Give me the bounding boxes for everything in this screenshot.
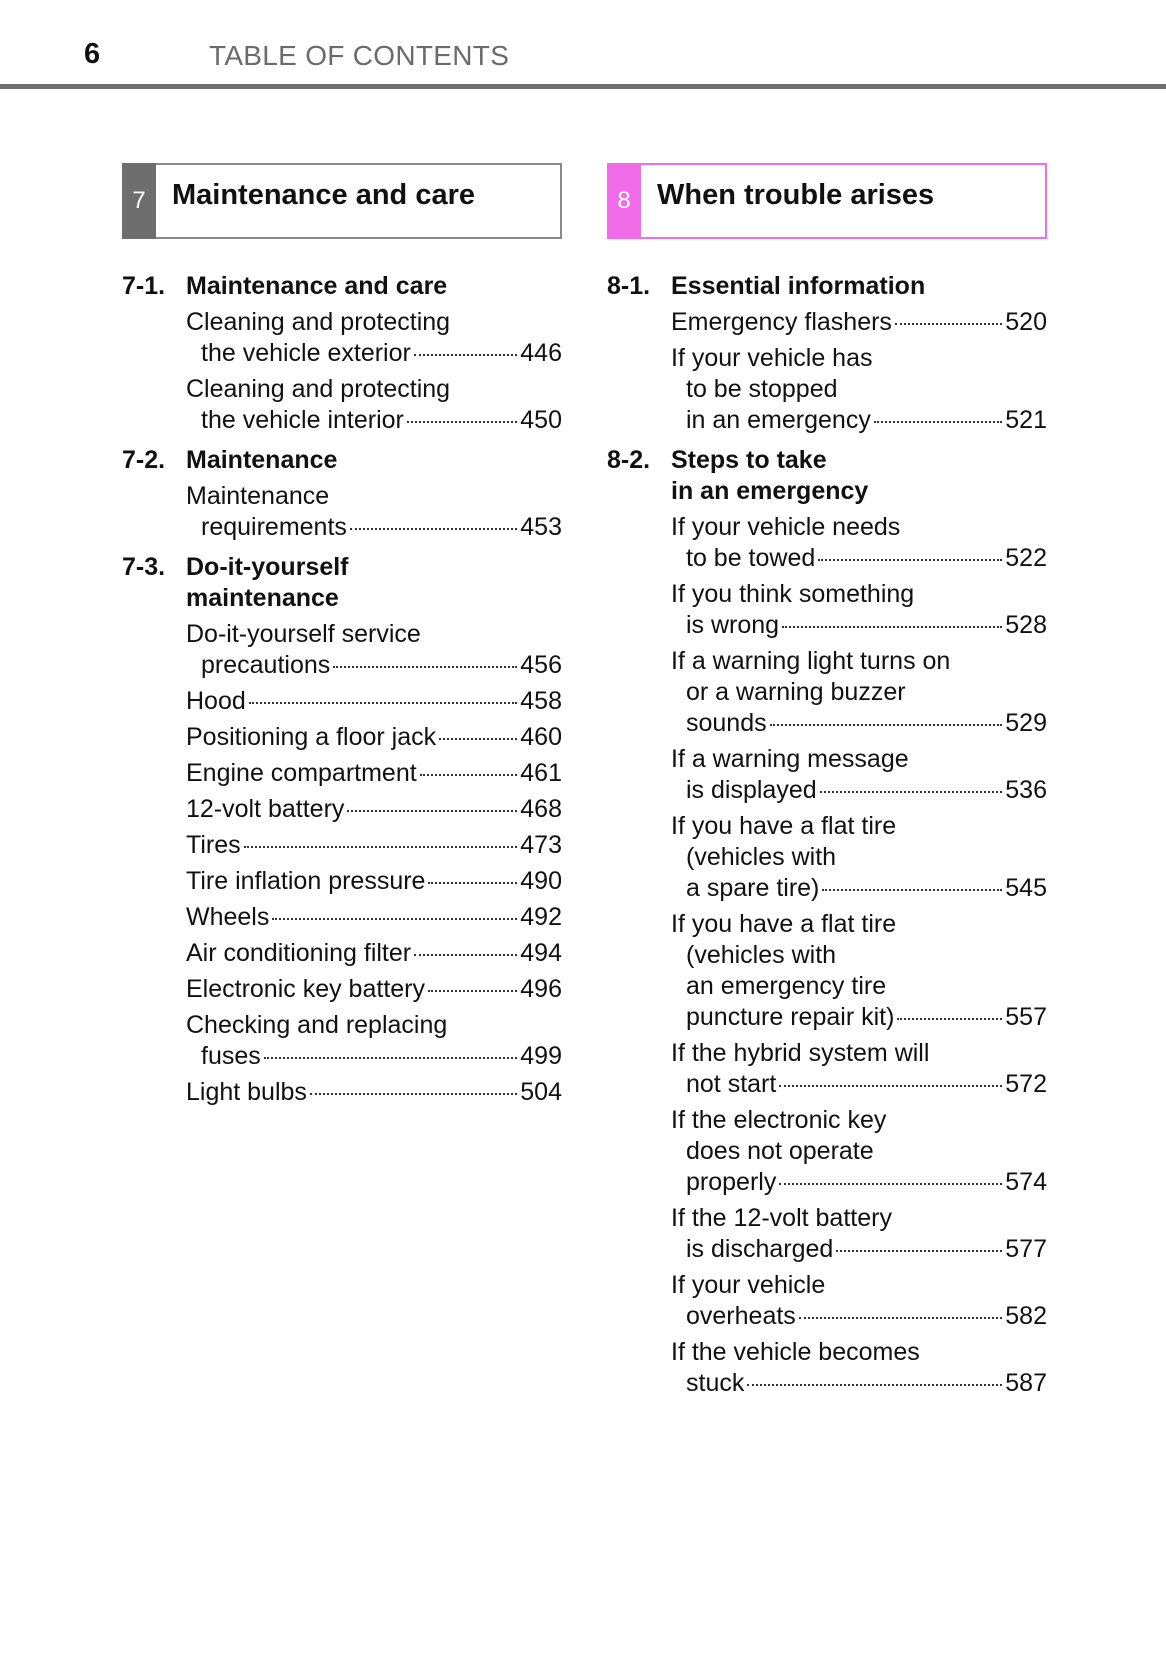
entry-text: an emergency tire xyxy=(686,972,887,1000)
page-number-ref[interactable]: 450 xyxy=(520,406,562,434)
dot-leader xyxy=(310,1093,517,1095)
chapter-number-tab: 7 xyxy=(122,163,156,239)
entry-text: puncture repair kit) xyxy=(686,1003,895,1031)
entry-text: is wrong xyxy=(686,611,780,639)
toc-entry[interactable] xyxy=(186,686,562,717)
page-number-ref[interactable]: 453 xyxy=(520,513,562,541)
dot-leader xyxy=(347,810,517,812)
entry-text: Maintenance xyxy=(186,482,330,510)
entry-text: sounds xyxy=(686,709,767,737)
toc-entry[interactable] xyxy=(671,343,1047,436)
entry-row xyxy=(671,775,1047,806)
section-title: Maintenance and care xyxy=(186,272,448,300)
entry-text: Emergency flashers xyxy=(671,308,892,336)
entry-text: Wheels xyxy=(186,903,270,931)
section-number: 8-2. xyxy=(607,446,651,474)
entry-row xyxy=(671,543,1047,574)
dot-leader xyxy=(897,1018,1002,1020)
dot-leader xyxy=(333,666,517,668)
entry-text: 12-volt battery xyxy=(186,795,345,823)
page-number-ref[interactable]: 520 xyxy=(1005,308,1047,336)
entry-row xyxy=(671,405,1047,436)
toc-entry[interactable] xyxy=(186,619,562,681)
toc-entry[interactable] xyxy=(671,579,1047,641)
page-number-ref[interactable]: 446 xyxy=(520,339,562,367)
page-number-ref[interactable]: 521 xyxy=(1005,406,1047,434)
toc-entry[interactable] xyxy=(186,481,562,543)
dot-leader xyxy=(439,738,517,740)
section-title: Do-it-yourself maintenance xyxy=(186,553,349,612)
chapter-title: Maintenance and care xyxy=(172,179,475,211)
section-number: 7-2. xyxy=(122,446,166,474)
toc-entry[interactable] xyxy=(186,1010,562,1072)
dot-leader xyxy=(779,1183,1002,1185)
page-number-ref[interactable]: 529 xyxy=(1005,709,1047,737)
entry-text: If your vehicle needs xyxy=(671,513,901,541)
section-number: 8-1. xyxy=(607,272,651,300)
page-number-ref[interactable]: 574 xyxy=(1005,1168,1047,1196)
page-number-ref[interactable]: 557 xyxy=(1005,1003,1047,1031)
toc-entry[interactable] xyxy=(671,307,1047,338)
entry-text: properly xyxy=(686,1168,777,1196)
page-number-ref[interactable]: 460 xyxy=(520,723,562,751)
dot-leader xyxy=(264,1057,518,1059)
toc-section[interactable] xyxy=(122,271,562,302)
dot-leader xyxy=(747,1384,1002,1386)
page-number-ref[interactable]: 504 xyxy=(520,1078,562,1106)
entry-row xyxy=(186,866,562,897)
entry-text: Positioning a floor jack xyxy=(186,723,437,751)
toc-entry[interactable] xyxy=(186,830,562,861)
dot-leader xyxy=(874,421,1002,423)
entry-row xyxy=(671,1002,1047,1033)
entry-text: If you have a flat tire xyxy=(671,910,897,938)
entry-text: If you think something xyxy=(671,580,915,608)
entry-text: fuses xyxy=(201,1042,261,1070)
entry-text: Light bulbs xyxy=(186,1078,307,1106)
entry-row xyxy=(671,873,1047,904)
entry-row xyxy=(671,1167,1047,1198)
toc-entry[interactable] xyxy=(671,744,1047,806)
entry-text: the vehicle exterior xyxy=(201,339,411,367)
page-number-ref[interactable]: 468 xyxy=(520,795,562,823)
section-number: 7-3. xyxy=(122,553,166,581)
entry-row xyxy=(186,686,562,717)
toc-section[interactable] xyxy=(607,445,1047,507)
page-number-ref[interactable]: 577 xyxy=(1005,1235,1047,1263)
page-number: 6 xyxy=(84,38,101,70)
page-number-ref[interactable]: 522 xyxy=(1005,544,1047,572)
dot-leader xyxy=(428,990,517,992)
page-header xyxy=(0,0,1166,90)
page-number-ref[interactable]: 536 xyxy=(1005,776,1047,804)
toc-section[interactable] xyxy=(122,552,562,614)
toc-entry[interactable] xyxy=(186,866,562,897)
entry-row xyxy=(186,1041,562,1072)
entry-text: If the electronic key xyxy=(671,1106,887,1134)
entry-text: Tire inflation pressure xyxy=(186,867,426,895)
dot-leader xyxy=(782,626,1002,628)
dot-leader xyxy=(895,323,1002,325)
toc-entry[interactable] xyxy=(671,1270,1047,1332)
chapter-heading[interactable] xyxy=(122,163,562,239)
entry-text: to be towed xyxy=(686,544,816,572)
entry-row xyxy=(186,794,562,825)
entry-text: the vehicle interior xyxy=(201,406,404,434)
entry-text: (vehicles with xyxy=(686,843,837,871)
entry-text: Cleaning and protecting xyxy=(186,308,451,336)
entry-row xyxy=(186,1077,562,1108)
page-number-ref[interactable]: 496 xyxy=(520,975,562,1003)
entry-text: (vehicles with xyxy=(686,941,837,969)
entry-text: If your vehicle has xyxy=(671,344,873,372)
entry-row xyxy=(671,1069,1047,1100)
section-title: Maintenance xyxy=(186,446,338,474)
toc-entry[interactable] xyxy=(186,974,562,1005)
page-number-ref[interactable]: 494 xyxy=(520,939,562,967)
entry-row xyxy=(186,650,562,681)
page-number-ref[interactable]: 461 xyxy=(520,759,562,787)
entry-text: in an emergency xyxy=(686,406,871,434)
toc-list xyxy=(122,271,562,1108)
toc-entry[interactable] xyxy=(671,1105,1047,1198)
dot-leader xyxy=(272,918,517,920)
toc-entry[interactable] xyxy=(671,1203,1047,1265)
dot-leader xyxy=(818,559,1002,561)
entry-text: Checking and replacing xyxy=(186,1011,448,1039)
page-number-ref[interactable]: 473 xyxy=(520,831,562,859)
dot-leader xyxy=(428,882,517,884)
entry-text: precautions xyxy=(201,651,331,679)
entry-row xyxy=(671,307,1047,338)
entry-text: is discharged xyxy=(686,1235,834,1263)
page-number-ref[interactable]: 528 xyxy=(1005,611,1047,639)
section-title: Essential information xyxy=(671,272,926,300)
dot-leader xyxy=(249,702,518,704)
chapter-number-tab: 8 xyxy=(607,163,641,239)
entry-text: If a warning light turns on xyxy=(671,647,951,675)
toc-entry[interactable] xyxy=(671,646,1047,739)
dot-leader xyxy=(414,354,517,356)
toc-entry[interactable] xyxy=(186,307,562,369)
entry-row xyxy=(186,758,562,789)
entry-text: to be stopped xyxy=(686,375,838,403)
entry-row xyxy=(186,830,562,861)
toc-entry[interactable] xyxy=(186,938,562,969)
section-title: Steps to take in an emergency xyxy=(671,446,869,505)
entry-row xyxy=(671,1368,1047,1399)
entry-text: requirements xyxy=(201,513,347,541)
entry-text: Electronic key battery xyxy=(186,975,425,1003)
entry-text: Air conditioning filter xyxy=(186,939,412,967)
entry-text: stuck xyxy=(686,1369,745,1397)
dot-leader xyxy=(407,421,517,423)
entry-text: Engine compartment xyxy=(186,759,417,787)
toc-column-chapter-7 xyxy=(122,163,562,1108)
entry-row xyxy=(671,1301,1047,1332)
toc-section[interactable] xyxy=(122,445,562,476)
dot-leader xyxy=(779,1085,1002,1087)
page-number-ref[interactable]: 587 xyxy=(1005,1369,1047,1397)
toc-entry[interactable] xyxy=(671,1337,1047,1399)
entry-text: If a warning message xyxy=(671,745,909,773)
entry-text: does not operate xyxy=(686,1137,874,1165)
entry-row xyxy=(186,722,562,753)
toc-entry[interactable] xyxy=(671,909,1047,1033)
entry-text: not start xyxy=(686,1070,777,1098)
chapter-title: When trouble arises xyxy=(657,179,935,211)
dot-leader xyxy=(244,846,518,848)
entry-row xyxy=(671,1234,1047,1265)
page-number-ref[interactable]: 545 xyxy=(1005,874,1047,902)
toc-entry[interactable] xyxy=(186,722,562,753)
dot-leader xyxy=(770,724,1003,726)
chapter-heading[interactable] xyxy=(607,163,1047,239)
toc-list xyxy=(607,271,1047,1399)
entry-text: or a warning buzzer xyxy=(686,678,906,706)
page-number-ref[interactable]: 490 xyxy=(520,867,562,895)
page-number-ref[interactable]: 499 xyxy=(520,1042,562,1070)
section-number: 7-1. xyxy=(122,272,166,300)
entry-text: a spare tire) xyxy=(686,874,820,902)
header-rule xyxy=(0,84,1166,89)
entry-text: If the vehicle becomes xyxy=(671,1338,920,1366)
dot-leader xyxy=(420,774,518,776)
entry-text: overheats xyxy=(686,1302,796,1330)
page-number-ref[interactable]: 492 xyxy=(520,903,562,931)
page-number-ref[interactable]: 582 xyxy=(1005,1302,1047,1330)
entry-row xyxy=(186,512,562,543)
entry-row xyxy=(186,974,562,1005)
toc-entry[interactable] xyxy=(186,374,562,436)
dot-leader xyxy=(836,1250,1002,1252)
dot-leader xyxy=(820,791,1003,793)
dot-leader xyxy=(350,528,517,530)
page-number-ref[interactable]: 572 xyxy=(1005,1070,1047,1098)
entry-text: is displayed xyxy=(686,776,817,804)
toc-entry[interactable] xyxy=(186,758,562,789)
toc-entry[interactable] xyxy=(186,794,562,825)
entry-text: If the hybrid system will xyxy=(671,1039,930,1067)
page-number-ref[interactable]: 456 xyxy=(520,651,562,679)
entry-row xyxy=(186,902,562,933)
entry-row xyxy=(671,708,1047,739)
entry-row xyxy=(671,610,1047,641)
entry-text: If the 12-volt battery xyxy=(671,1204,892,1232)
toc-section[interactable] xyxy=(607,271,1047,302)
toc-column-chapter-8 xyxy=(607,163,1047,1399)
toc-entry[interactable] xyxy=(186,1077,562,1108)
dot-leader xyxy=(799,1317,1002,1319)
entry-text: Tires xyxy=(186,831,241,859)
entry-text: If your vehicle xyxy=(671,1271,826,1299)
toc-entry[interactable] xyxy=(671,811,1047,904)
toc-entry[interactable] xyxy=(671,1038,1047,1100)
header-title: TABLE OF CONTENTS xyxy=(209,40,510,71)
entry-row xyxy=(186,405,562,436)
entry-text: If you have a flat tire xyxy=(671,812,897,840)
entry-text: Hood xyxy=(186,687,246,715)
entry-text: Cleaning and protecting xyxy=(186,375,451,403)
entry-row xyxy=(186,338,562,369)
dot-leader xyxy=(414,954,517,956)
toc-entry[interactable] xyxy=(671,512,1047,574)
dot-leader xyxy=(822,889,1002,891)
entry-row xyxy=(186,938,562,969)
entry-text: Do-it-yourself service xyxy=(186,620,421,648)
toc-entry[interactable] xyxy=(186,902,562,933)
page-number-ref[interactable]: 458 xyxy=(520,687,562,715)
